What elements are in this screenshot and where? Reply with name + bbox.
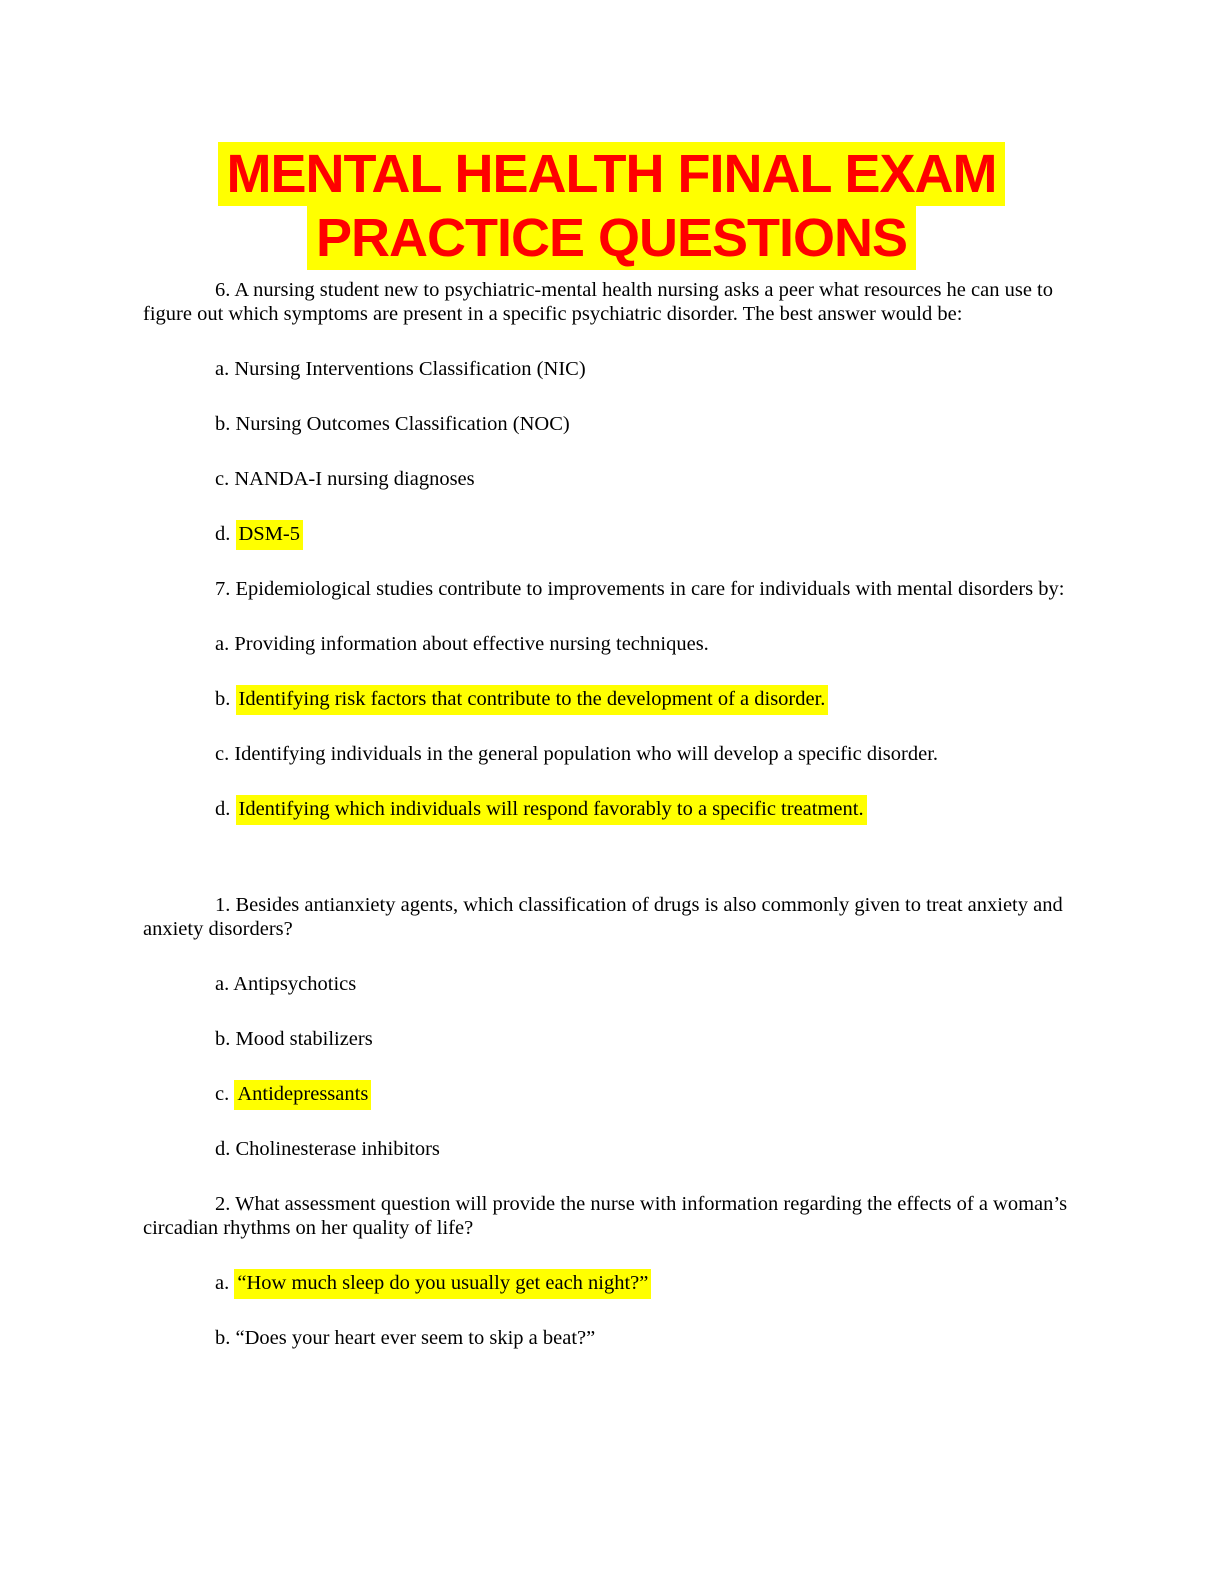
option-row [143,1326,1080,1350]
question-text: 1. Besides antianxiety agents, which classification of drugs is also commonly given to treat anxiety and anxiety disorders? [143,894,1063,940]
option-row [143,357,1080,381]
question-text: 2. What assessment question will provide the nurse with information regarding the effects of a woman’s circadian rhythms on her quality of life? [143,1193,1068,1239]
option-letter: d. [215,1138,231,1160]
answer-highlight: Antidepressants [234,1080,371,1110]
option-letter: a. [215,633,230,655]
document-title [143,142,1080,270]
answer-highlight: Identifying which individuals will respond favorably to a specific treatment. [236,795,867,825]
option-letter: d. [215,798,231,820]
option-text: “Does your heart ever seem to skip a beat?” [235,1327,596,1349]
option-text: Nursing Outcomes Classification (NOC) [235,413,570,435]
option-letter: b. [215,413,231,435]
question-text: 7. Epidemiological studies contribute to improvements in care for individuals with mental disorders by: [215,578,1065,600]
option-row [143,687,1080,711]
option-row [143,1137,1080,1161]
option-text: Mood stabilizers [235,1028,373,1050]
option-letter: b. [215,1327,231,1349]
option-letter: b. [215,688,231,710]
option-row [143,1082,1080,1106]
option-row [143,467,1080,491]
option-letter: a. [215,973,230,995]
answer-highlight: DSM-5 [236,520,304,550]
option-letter: d. [215,523,231,545]
option-letter: a. [215,358,230,380]
option-text: NANDA-I nursing diagnoses [234,468,475,490]
option-row [143,522,1080,546]
answer-highlight: Identifying risk factors that contribute to the development of a disorder. [236,685,829,715]
answer-highlight: “How much sleep do you usually get each night?” [234,1269,651,1299]
option-text: Cholinesterase inhibitors [235,1138,440,1160]
document-title-line2: PRACTICE QUESTIONS [307,206,916,270]
option-text: Antipsychotics [233,973,357,995]
option-letter: c. [215,468,230,490]
option-row [143,412,1080,436]
document-title-line1: MENTAL HEALTH FINAL EXAM [218,142,1006,206]
option-row [143,1027,1080,1051]
option-row [143,797,1080,821]
option-letter: c. [215,1083,230,1105]
option-row [143,742,1080,766]
option-text: Identifying individuals in the general population who will develop a specific disorder. [234,743,939,765]
option-letter: c. [215,743,230,765]
option-row [143,1271,1080,1295]
option-text: Nursing Interventions Classification (NIC) [234,358,586,380]
option-text: Providing information about effective nursing techniques. [234,633,709,655]
option-row [143,972,1080,996]
option-letter: a. [215,1272,230,1294]
option-row [143,632,1080,656]
option-letter: b. [215,1028,231,1050]
question-text: 6. A nursing student new to psychiatric-mental health nursing asks a peer what resources he can use to figure out which symptoms are present in a specific psychiatric disorder. The best answer would be: [143,279,1053,325]
